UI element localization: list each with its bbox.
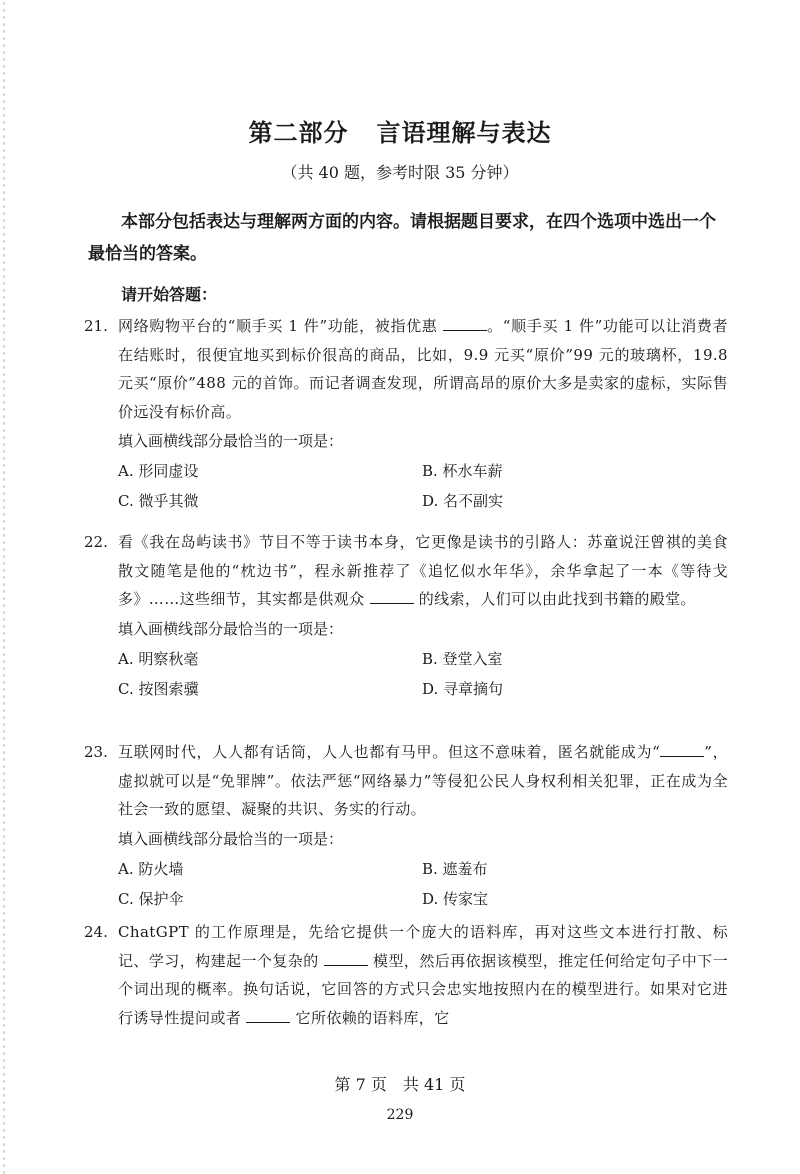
part-label: 第二部分 xyxy=(248,119,349,147)
question-stem xyxy=(118,312,728,426)
answer-blank xyxy=(370,589,414,604)
section-name: 言语理解与表达 xyxy=(376,119,552,147)
option-a: A. 形同虚设 xyxy=(118,462,199,480)
option-a: A. 防火墙 xyxy=(118,859,184,878)
options xyxy=(118,456,728,516)
option-d: D. 名不副实 xyxy=(422,492,504,510)
option-b: B. 遮羞布 xyxy=(422,859,488,878)
question-number: 23. xyxy=(84,743,108,761)
answer-blank xyxy=(246,1008,290,1023)
option-c: C. 微乎其微 xyxy=(118,492,199,510)
question-prompt: 填入画横线部分最恰当的一项是： xyxy=(118,619,344,638)
option-a: A. 明察秋毫 xyxy=(118,649,199,668)
stem-text: 看《我在岛屿读书》节目不等于读书本身，它更像是读书的引路人：苏童说汪曾祺的美食散文随笔是他的“枕边书”，程永新推荐了《追忆似水年华》，余华拿起了一本《等待戈多》……这些细节，其实都是供观众 xyxy=(118,533,728,608)
question-23 xyxy=(84,738,728,914)
question-number: 21. xyxy=(84,317,108,335)
answer-blank xyxy=(443,316,487,331)
stem-text: 它所依赖的语料库，它 xyxy=(290,1008,450,1027)
section-title xyxy=(0,113,800,148)
stem-text: 。“顺手买 1 件”功能可以让消费者在结账时，很便宜地买到标价很高的商品，比如，9.9 元买“原价”99 元的玻璃杯，19.8 元买“原价”488 元的首饰。而记者调查发现，所谓高昂的原价大多是卖家的虚标，实际售价远没有标价高。 xyxy=(118,317,728,421)
section-instructions: 本部分包括表达与理解两方面的内容。请根据题目要求，在四个选项中选出一个最恰当的答案。 xyxy=(88,212,716,264)
question-number: 22. xyxy=(84,533,108,551)
question-24 xyxy=(84,918,728,1032)
question-21 xyxy=(84,312,728,516)
options xyxy=(118,854,728,914)
stem-text: 网络购物平台的“顺手买 1 件”功能，被指优惠 xyxy=(118,317,443,335)
option-b: B. 登堂入室 xyxy=(422,649,503,668)
question-prompt: 填入画横线部分最恰当的一项是： xyxy=(118,829,344,848)
question-number: 24. xyxy=(84,923,108,941)
option-b: B. 杯水车薪 xyxy=(422,462,503,480)
question-22 xyxy=(84,528,728,704)
option-c: C. 保护伞 xyxy=(118,889,184,908)
start-label: 请开始答题： xyxy=(121,285,218,304)
option-d: D. 寻章摘句 xyxy=(422,679,504,698)
page-footer: 第 7 页 共 41 页 xyxy=(334,1075,466,1094)
answer-blank xyxy=(660,742,704,757)
question-stem xyxy=(118,528,728,614)
options xyxy=(118,644,728,704)
option-d: D. 传家宝 xyxy=(422,889,489,908)
stem-text: 互联网时代，人人都有话筒，人人也都有马甲。但这不意味着，匿名就能成为“ xyxy=(118,743,661,761)
section-subtitle: （共 40 题，参考时限 35 分钟） xyxy=(281,163,519,182)
stem-text: ChatGPT 的工作原理是，先给它提供一个庞大的语料库，再对这些文本进行打散、标记、学习，构建起一个复杂的 xyxy=(118,923,728,970)
option-c: C. 按图索骥 xyxy=(118,679,199,698)
answer-blank xyxy=(324,951,368,966)
question-stem xyxy=(118,738,728,824)
question-stem xyxy=(118,918,728,1032)
question-prompt: 填入画横线部分最恰当的一项是： xyxy=(118,432,344,450)
stem-text: ”，虚拟就可以是“免罪牌”。依法严惩“网络暴力”等侵犯公民人身权利相关犯罪，正在成为全社会一致的愿望、凝聚的共识、务实的行动。 xyxy=(118,743,729,818)
stem-text: 模型，然后再依据该模型，推定任何给定句子中下一个词出现的概率。换句话说，它回答的方式只会忠实地按照内在的模型进行。如果对它进行诱导性提问或者 xyxy=(118,951,728,1027)
stem-text: 的线索，人们可以由此找到书籍的殿堂。 xyxy=(413,590,696,608)
page-number: 229 xyxy=(386,1107,414,1123)
